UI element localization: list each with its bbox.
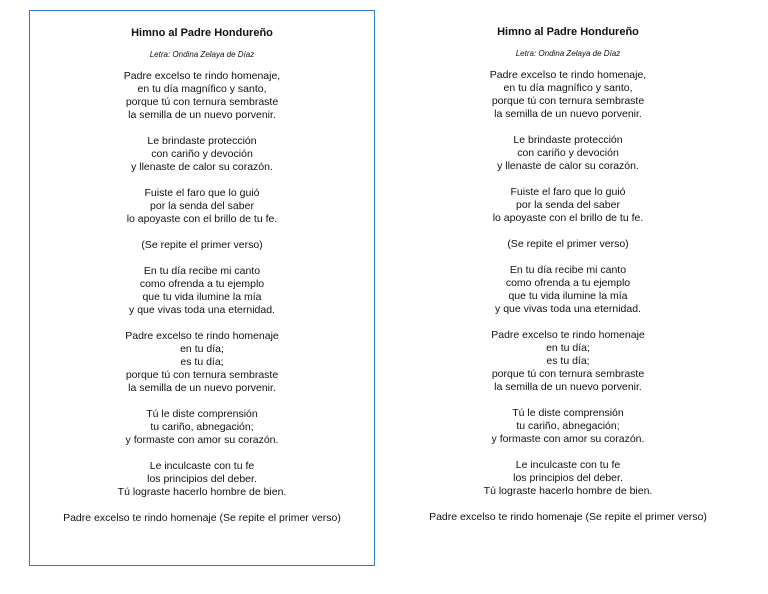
verse-line: Le brindaste protección — [513, 134, 623, 146]
verse-line: y que vivas toda una eternidad. — [129, 304, 275, 316]
verse-line: la semilla de un nuevo porvenir. — [128, 109, 276, 121]
verse-line: porque tú con ternura sembraste — [125, 369, 279, 381]
verse-line: en tu día; — [546, 342, 590, 354]
stanza — [30, 135, 374, 174]
verse-line: (Se repite el primer verso) — [507, 238, 629, 250]
closing-line: Padre excelso te rindo homenaje (Se repite el primer verso) — [429, 511, 707, 523]
verse-line: porque tú con ternura sembraste — [125, 96, 279, 108]
stanza — [30, 265, 374, 317]
verse-line: Le inculcaste con tu fe — [515, 459, 621, 471]
hymn-author: Letra: Ondina Zelaya de Díaz — [515, 49, 621, 58]
stanza — [30, 330, 374, 395]
verse-line: tu cariño, abnegación; — [150, 421, 254, 433]
stanza — [395, 407, 741, 446]
stanza — [395, 238, 741, 251]
verse-line: Padre excelso te rindo homenaje — [125, 330, 279, 342]
stanza — [395, 459, 741, 498]
hymn-title: Himno al Padre Hondureño — [497, 26, 639, 38]
stanza — [30, 239, 374, 252]
verse-line: En tu día recibe mi canto — [143, 265, 261, 277]
verse-line: Fuiste el faro que lo guió — [144, 187, 260, 199]
stanza — [30, 187, 374, 226]
verse-line: en tu día magnífico y santo, — [137, 83, 267, 95]
verse-line: porque tú con ternura sembraste — [491, 95, 645, 107]
verse-line: Tú le diste comprensión — [146, 408, 258, 420]
stanza-list — [30, 70, 374, 499]
verse-line: lo apoyaste con el brillo de tu fe. — [492, 212, 644, 224]
verse-line: que tu vida ilumine la mía — [142, 291, 262, 303]
verse-line: como ofrenda a tu ejemplo — [139, 278, 265, 290]
stanza — [395, 329, 741, 394]
stanza — [30, 408, 374, 447]
closing-line: Padre excelso te rindo homenaje (Se repite el primer verso) — [63, 512, 341, 524]
verse-line: por la senda del saber — [150, 200, 254, 212]
verse-line: es tu día; — [546, 355, 590, 367]
verse-line: la semilla de un nuevo porvenir. — [494, 381, 642, 393]
stanza — [395, 186, 741, 225]
verse-line: por la senda del saber — [516, 199, 620, 211]
hymn-panel-bordered — [29, 10, 375, 566]
verse-line: lo apoyaste con el brillo de tu fe. — [126, 213, 278, 225]
verse-line: como ofrenda a tu ejemplo — [505, 277, 631, 289]
verse-line: es tu día; — [180, 356, 224, 368]
verse-line: En tu día recibe mi canto — [509, 264, 627, 276]
stanza — [30, 460, 374, 499]
verse-line: con cariño y devoción — [517, 147, 619, 159]
verse-line: en tu día; — [180, 343, 224, 355]
verse-line: los principios del deber. — [147, 473, 257, 485]
stanza — [395, 264, 741, 316]
verse-line: Le brindaste protección — [147, 135, 257, 147]
verse-line: Padre excelso te rindo homenaje — [491, 329, 645, 341]
verse-line: y llenaste de calor su corazón. — [497, 160, 639, 172]
stanza — [30, 70, 374, 122]
verse-line: y que vivas toda una eternidad. — [495, 303, 641, 315]
verse-line: con cariño y devoción — [151, 148, 253, 160]
verse-line: porque tú con ternura sembraste — [491, 368, 645, 380]
hymn-author: Letra: Ondina Zelaya de Díaz — [149, 50, 255, 59]
stanza — [395, 69, 741, 121]
verse-line: Tú lograste hacerlo hombre de bien. — [483, 485, 653, 497]
verse-line: y llenaste de calor su corazón. — [131, 161, 273, 173]
verse-line: la semilla de un nuevo porvenir. — [128, 382, 276, 394]
verse-line: Padre excelso te rindo homenaje, — [489, 69, 647, 81]
verse-line: en tu día magnífico y santo, — [503, 82, 633, 94]
verse-line: tu cariño, abnegación; — [516, 420, 620, 432]
verse-line: Tú lograste hacerlo hombre de bien. — [117, 486, 287, 498]
verse-line: (Se repite el primer verso) — [141, 239, 263, 251]
verse-line: que tu vida ilumine la mía — [508, 290, 628, 302]
hymn-title: Himno al Padre Hondureño — [131, 27, 273, 39]
stanza — [395, 134, 741, 173]
verse-line: Padre excelso te rindo homenaje, — [123, 70, 281, 82]
verse-line: Fuiste el faro que lo guió — [510, 186, 626, 198]
verse-line: los principios del deber. — [513, 472, 623, 484]
verse-line: y formaste con amor su corazón. — [125, 434, 279, 446]
stanza-list — [395, 69, 741, 498]
hymn-panel-plain — [395, 10, 741, 566]
verse-line: Tú le diste comprensión — [512, 407, 624, 419]
verse-line: y formaste con amor su corazón. — [491, 433, 645, 445]
verse-line: Le inculcaste con tu fe — [149, 460, 255, 472]
verse-line: la semilla de un nuevo porvenir. — [494, 108, 642, 120]
